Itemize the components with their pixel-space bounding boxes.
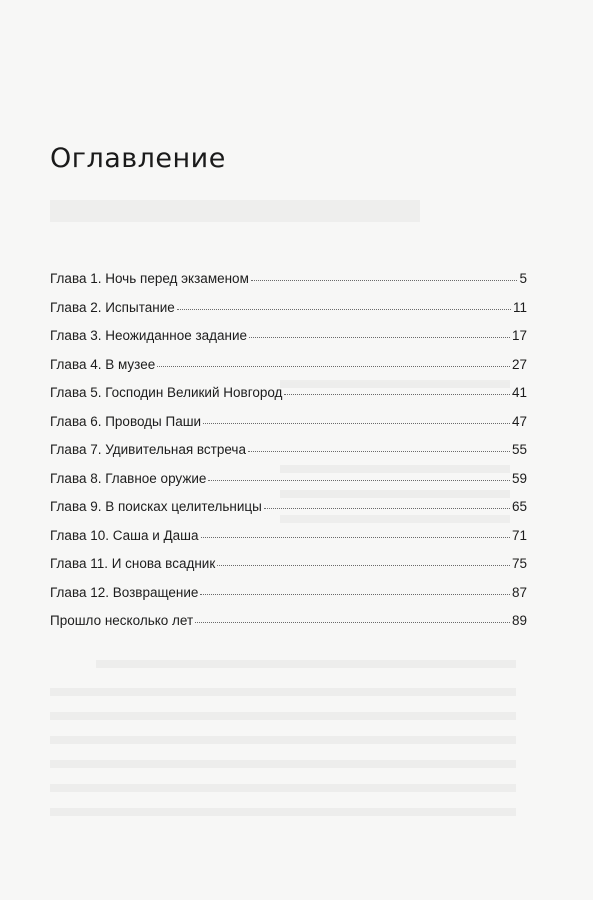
dot-leader — [284, 393, 510, 395]
toc-entry-title: Глава 6. Проводы Паши — [50, 413, 202, 429]
toc-entry — [50, 613, 527, 642]
toc-entry-page: 55 — [511, 442, 527, 457]
toc-entry-page: 5 — [519, 271, 527, 286]
toc-entry-page: 47 — [511, 413, 527, 429]
toc-entry-page: 59 — [511, 470, 527, 486]
toc-entry — [50, 471, 527, 500]
toc-entry — [50, 585, 527, 614]
toc-entry-page: 41 — [511, 385, 527, 400]
dot-leader — [217, 564, 510, 566]
dot-leader — [251, 279, 518, 281]
toc-entry-title: Глава 1. Ночь перед экзаменом — [50, 271, 249, 286]
toc-entry — [50, 556, 527, 585]
page-title: Оглавление — [50, 143, 226, 174]
dot-leader — [201, 536, 510, 538]
toc-entry-title: Прошло несколько лет — [50, 613, 194, 628]
toc-entry-page: 65 — [511, 499, 527, 514]
toc-entry-page: 17 — [511, 328, 527, 343]
dot-leader — [177, 308, 511, 310]
toc-entry-title: Глава 8. Главное оружие — [50, 470, 207, 486]
toc-entry-title: Глава 4. В музее — [50, 356, 156, 372]
toc-entry-page: 11 — [512, 299, 527, 315]
toc-entry-title: Глава 2. Испытание — [50, 299, 175, 315]
toc-entry-title: Глава 12. Возвращение — [50, 584, 199, 600]
toc-entry — [50, 499, 527, 528]
dot-leader — [264, 507, 510, 509]
dot-leader — [249, 336, 510, 338]
toc-entry-title: Глава 3. Неожиданное задание — [50, 328, 248, 343]
toc-entry-page: 89 — [511, 613, 527, 628]
dot-leader — [248, 450, 510, 452]
toc-entry — [50, 442, 527, 471]
toc-entry-title: Глава 11. И снова всадник — [50, 556, 216, 571]
toc-entry-page: 87 — [511, 584, 527, 600]
toc-entry-page: 75 — [511, 556, 527, 571]
dot-leader — [203, 422, 510, 424]
toc-entry-page: 71 — [511, 527, 527, 543]
toc-entry-page: 27 — [511, 356, 527, 372]
toc-entry-title: Глава 10. Саша и Даша — [50, 527, 199, 543]
toc-entry-title: Глава 5. Господин Великий Новгород — [50, 385, 283, 400]
toc-entry — [50, 528, 527, 557]
dot-leader — [208, 479, 510, 481]
toc-entry — [50, 385, 527, 414]
toc-entry — [50, 328, 527, 357]
dot-leader — [157, 365, 510, 367]
toc-entry — [50, 357, 527, 386]
toc-entry — [50, 271, 527, 300]
toc-entry-title: Глава 7. Удивительная встреча — [50, 442, 246, 457]
toc-entry — [50, 414, 527, 443]
toc-entry-title: Глава 9. В поисках целительницы — [50, 499, 262, 514]
dot-leader — [195, 621, 510, 623]
toc-entry — [50, 300, 527, 329]
table-of-contents — [50, 271, 527, 642]
dot-leader — [200, 593, 510, 595]
